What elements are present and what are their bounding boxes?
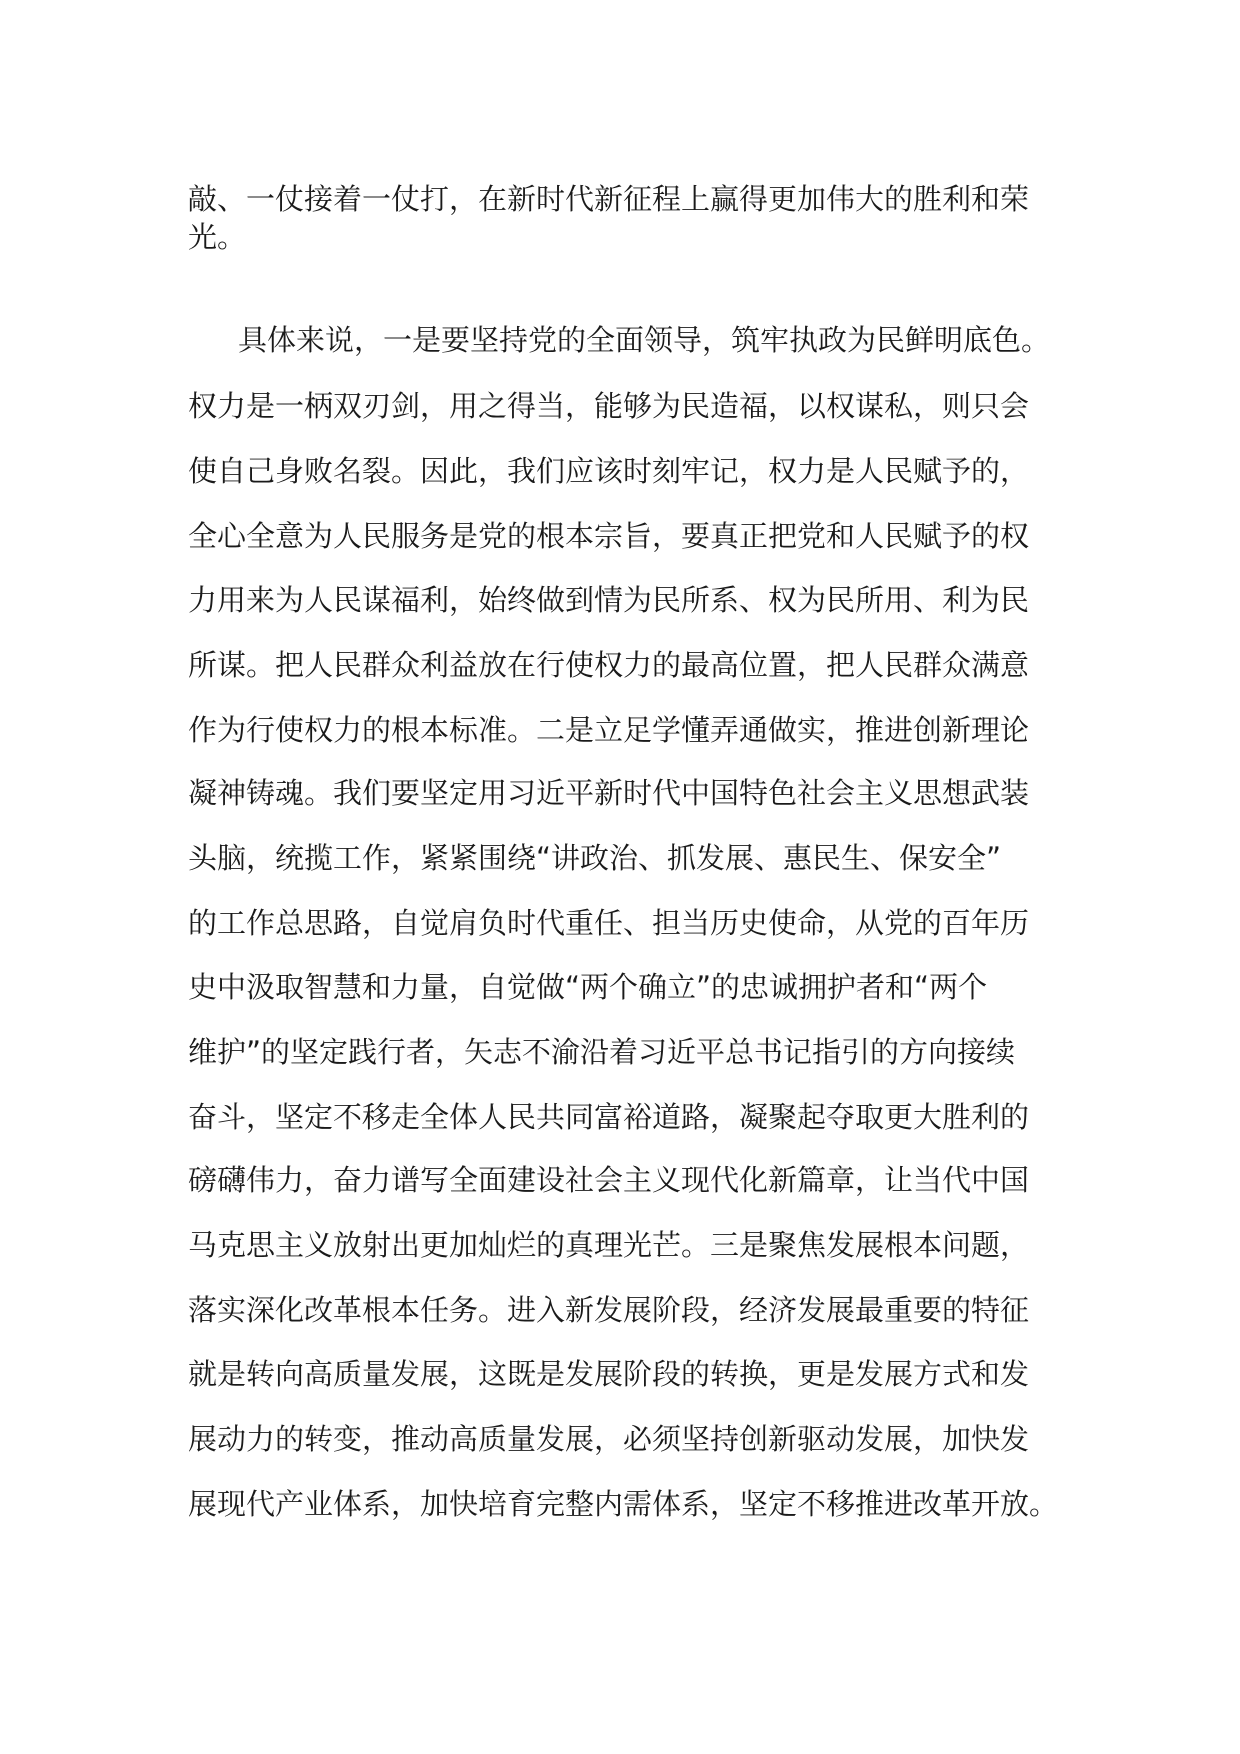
- text-line: 展现代产业体系，加快培育完整内需体系，坚定不移推进改革开放。: [188, 1487, 1059, 1521]
- text-line: 展动力的转变，推动高质量发展，必须坚持创新驱动发展，加快发: [188, 1422, 1030, 1456]
- text-line: 头脑，统揽工作，紧紧围绕“讲政治、抓发展、惠民生、保安全”: [188, 841, 1002, 875]
- text-line: 权力是一柄双刃剑，用之得当，能够为民造福，以权谋私，则只会: [188, 389, 1030, 423]
- text-line: 就是转向高质量发展，这既是发展阶段的转换，更是发展方式和发: [188, 1357, 1030, 1391]
- text-line: 史中汲取智慧和力量，自觉做“两个确立”的忠诚拥护者和“两个: [188, 970, 988, 1004]
- paragraph-first-line: 具体来说，一是要坚持党的全面领导，筑牢执政为民鲜明底色。: [238, 323, 1051, 357]
- text-line: 光。: [188, 220, 247, 254]
- text-line: 磅礴伟力，奋力谱写全面建设社会主义现代化新篇章，让当代中国: [188, 1163, 1030, 1197]
- text-line: 凝神铸魂。我们要坚定用习近平新时代中国特色社会主义思想武装: [188, 776, 1030, 810]
- text-line: 的工作总思路，自觉肩负时代重任、担当历史使命，从党的百年历: [188, 906, 1030, 940]
- text-line: 使自己身败名裂。因此，我们应该时刻牢记，权力是人民赋予的，: [188, 454, 1030, 488]
- text-line: 力用来为人民谋福利，始终做到情为民所系、权为民所用、利为民: [188, 583, 1030, 617]
- text-line: 作为行使权力的根本标准。二是立足学懂弄通做实，推进创新理论: [188, 713, 1030, 747]
- text-line: 落实深化改革根本任务。进入新发展阶段，经济发展最重要的特征: [188, 1293, 1030, 1327]
- text-line: 所谋。把人民群众利益放在行使权力的最高位置，把人民群众满意: [188, 648, 1030, 682]
- text-line: 敲、一仗接着一仗打，在新时代新征程上赢得更加伟大的胜利和荣: [188, 182, 1030, 216]
- text-line: 马克思主义放射出更加灿烂的真理光芒。三是聚焦发展根本问题，: [188, 1228, 1030, 1262]
- text-line: 维护”的坚定践行者，矢志不渝沿着习近平总书记指引的方向接续: [188, 1035, 1016, 1069]
- text-line: 全心全意为人民服务是党的根本宗旨，要真正把党和人民赋予的权: [188, 519, 1030, 553]
- text-line: 奋斗，坚定不移走全体人民共同富裕道路，凝聚起夺取更大胜利的: [188, 1100, 1030, 1134]
